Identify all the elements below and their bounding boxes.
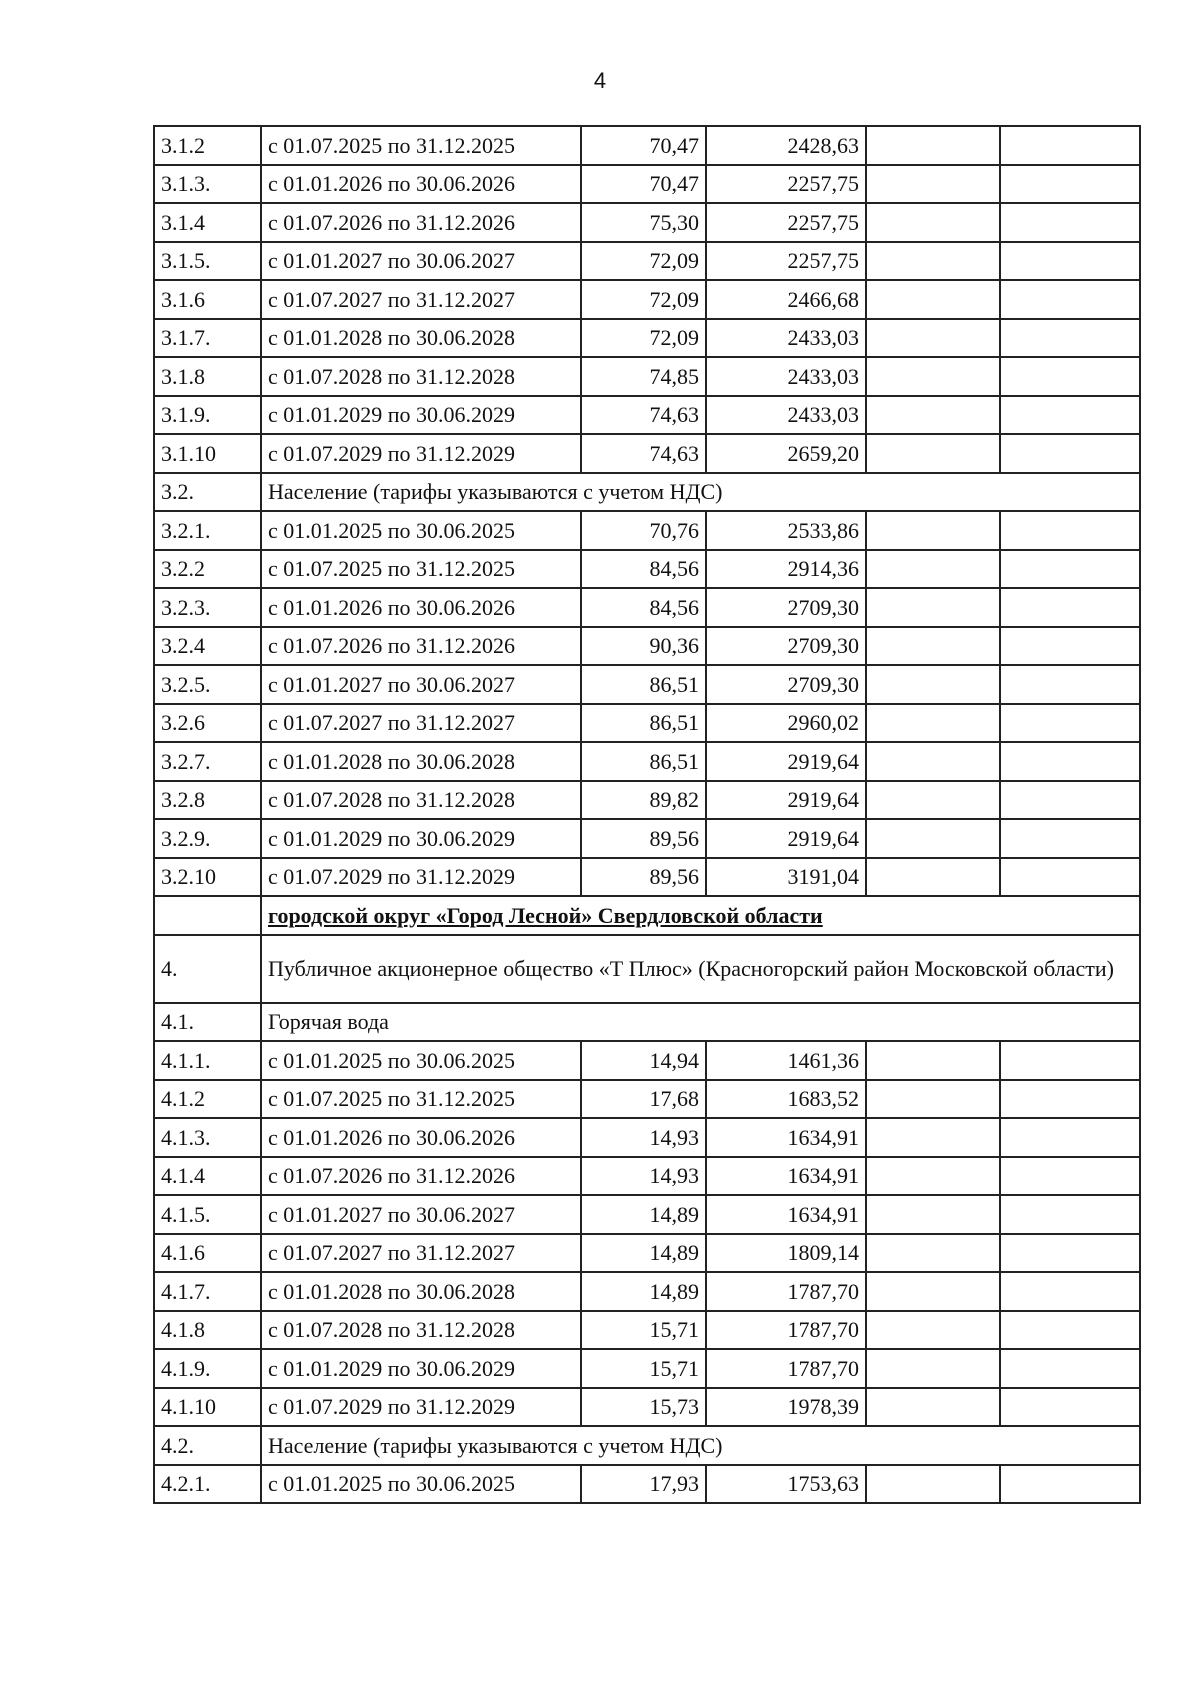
- row-number: 3.1.10: [154, 434, 261, 473]
- period-cell: с 01.07.2027 по 31.12.2027: [261, 1234, 581, 1273]
- empty-cell: [1000, 1465, 1140, 1504]
- table-row: [154, 126, 1140, 165]
- empty-cell: [1000, 126, 1140, 165]
- table-row: [154, 1157, 1140, 1196]
- period-cell: с 01.07.2025 по 31.12.2025: [261, 126, 581, 165]
- empty-cell: [1000, 165, 1140, 204]
- empty-cell: [1000, 1080, 1140, 1119]
- empty-cell: [866, 242, 1000, 281]
- value-cell-2: 2960,02: [706, 704, 866, 743]
- value-cell-2: 1634,91: [706, 1118, 866, 1157]
- value-cell-2: 2433,03: [706, 357, 866, 396]
- empty-cell: [866, 1041, 1000, 1080]
- period-cell: с 01.07.2026 по 31.12.2026: [261, 627, 581, 666]
- empty-cell: [866, 1465, 1000, 1504]
- value-cell-1: 84,56: [581, 550, 706, 589]
- table-row: [154, 434, 1140, 473]
- row-number: 4.2.1.: [154, 1465, 261, 1504]
- value-cell-2: 1787,70: [706, 1349, 866, 1388]
- empty-cell: [1000, 819, 1140, 858]
- period-cell: с 01.07.2029 по 31.12.2029: [261, 434, 581, 473]
- value-cell-1: 14,89: [581, 1195, 706, 1234]
- empty-cell: [866, 126, 1000, 165]
- row-number: 3.1.9.: [154, 396, 261, 435]
- value-cell-2: 2919,64: [706, 819, 866, 858]
- row-number: 3.1.6: [154, 280, 261, 319]
- tariff-table-body: [154, 126, 1140, 1503]
- period-cell: с 01.07.2029 по 31.12.2029: [261, 1388, 581, 1427]
- section-header-row: [154, 473, 1140, 512]
- period-cell: с 01.01.2028 по 30.06.2028: [261, 742, 581, 781]
- empty-cell: [1000, 511, 1140, 550]
- section-title: Публичное акционерное общество «Т Плюс» (Красногорский район Московской области): [261, 935, 1140, 1003]
- empty-cell: [866, 319, 1000, 358]
- row-number: 4.1.8: [154, 1311, 261, 1350]
- value-cell-2: 3191,04: [706, 858, 866, 897]
- empty-cell: [866, 627, 1000, 666]
- value-cell-2: 2709,30: [706, 588, 866, 627]
- empty-cell: [866, 858, 1000, 897]
- table-row: [154, 1118, 1140, 1157]
- value-cell-2: 2709,30: [706, 627, 866, 666]
- value-cell-1: 74,63: [581, 434, 706, 473]
- empty-cell: [866, 1080, 1000, 1119]
- value-cell-2: 2433,03: [706, 319, 866, 358]
- empty-cell: [866, 1234, 1000, 1273]
- empty-cell: [866, 1118, 1000, 1157]
- value-cell-1: 86,51: [581, 665, 706, 704]
- section-title: Горячая вода: [261, 1003, 1140, 1042]
- empty-cell: [866, 704, 1000, 743]
- period-cell: с 01.07.2028 по 31.12.2028: [261, 781, 581, 820]
- period-cell: с 01.01.2027 по 30.06.2027: [261, 242, 581, 281]
- row-number: 3.2.4: [154, 627, 261, 666]
- value-cell-1: 70,76: [581, 511, 706, 550]
- period-cell: с 01.07.2026 по 31.12.2026: [261, 203, 581, 242]
- empty-cell: [1000, 704, 1140, 743]
- value-cell-2: 2466,68: [706, 280, 866, 319]
- period-cell: с 01.07.2027 по 31.12.2027: [261, 704, 581, 743]
- value-cell-2: 2257,75: [706, 242, 866, 281]
- empty-cell: [866, 1272, 1000, 1311]
- empty-cell: [1000, 1234, 1140, 1273]
- empty-cell: [1000, 781, 1140, 820]
- row-number: [154, 896, 261, 935]
- empty-cell: [866, 434, 1000, 473]
- value-cell-2: 2709,30: [706, 665, 866, 704]
- empty-cell: [1000, 357, 1140, 396]
- empty-cell: [866, 550, 1000, 589]
- table-row: [154, 858, 1140, 897]
- row-number: 3.1.5.: [154, 242, 261, 281]
- value-cell-1: 74,63: [581, 396, 706, 435]
- value-cell-2: 2257,75: [706, 203, 866, 242]
- period-cell: с 01.01.2028 по 30.06.2028: [261, 1272, 581, 1311]
- empty-cell: [866, 1157, 1000, 1196]
- row-number: 4.1.2: [154, 1080, 261, 1119]
- empty-cell: [866, 588, 1000, 627]
- value-cell-1: 14,89: [581, 1234, 706, 1273]
- table-row: [154, 550, 1140, 589]
- value-cell-2: 1634,91: [706, 1157, 866, 1196]
- value-cell-2: 1683,52: [706, 1080, 866, 1119]
- value-cell-1: 72,09: [581, 319, 706, 358]
- period-cell: с 01.01.2028 по 30.06.2028: [261, 319, 581, 358]
- table-row: [154, 242, 1140, 281]
- empty-cell: [866, 665, 1000, 704]
- period-cell: с 01.07.2027 по 31.12.2027: [261, 280, 581, 319]
- value-cell-1: 14,89: [581, 1272, 706, 1311]
- empty-cell: [1000, 1118, 1140, 1157]
- tariff-table: [153, 125, 1141, 1504]
- table-row: [154, 357, 1140, 396]
- row-number: 3.2.1.: [154, 511, 261, 550]
- empty-cell: [1000, 550, 1140, 589]
- empty-cell: [1000, 280, 1140, 319]
- row-number: 3.2.8: [154, 781, 261, 820]
- row-number: 3.1.2: [154, 126, 261, 165]
- value-cell-2: 2428,63: [706, 126, 866, 165]
- row-number: 4.1.: [154, 1003, 261, 1042]
- table-row: [154, 1465, 1140, 1504]
- empty-cell: [1000, 203, 1140, 242]
- empty-cell: [1000, 1157, 1140, 1196]
- empty-cell: [866, 781, 1000, 820]
- value-cell-2: 2919,64: [706, 742, 866, 781]
- row-number: 4.: [154, 935, 261, 1003]
- period-cell: с 01.01.2025 по 30.06.2025: [261, 1041, 581, 1080]
- empty-cell: [866, 357, 1000, 396]
- period-cell: с 01.07.2029 по 31.12.2029: [261, 858, 581, 897]
- value-cell-1: 15,71: [581, 1349, 706, 1388]
- value-cell-1: 14,93: [581, 1157, 706, 1196]
- value-cell-1: 89,56: [581, 858, 706, 897]
- value-cell-1: 15,71: [581, 1311, 706, 1350]
- period-cell: с 01.01.2026 по 30.06.2026: [261, 1118, 581, 1157]
- row-number: 3.2.6: [154, 704, 261, 743]
- value-cell-1: 14,93: [581, 1118, 706, 1157]
- row-number: 4.1.9.: [154, 1349, 261, 1388]
- empty-cell: [1000, 396, 1140, 435]
- empty-cell: [866, 203, 1000, 242]
- period-cell: с 01.07.2025 по 31.12.2025: [261, 1080, 581, 1119]
- period-cell: с 01.01.2026 по 30.06.2026: [261, 588, 581, 627]
- district-title: городской округ «Город Лесной» Свердловской области: [261, 896, 1140, 935]
- value-cell-2: 1787,70: [706, 1311, 866, 1350]
- table-row: [154, 1195, 1140, 1234]
- value-cell-2: 2533,86: [706, 511, 866, 550]
- empty-cell: [1000, 1388, 1140, 1427]
- empty-cell: [1000, 1311, 1140, 1350]
- table-row: [154, 203, 1140, 242]
- period-cell: с 01.07.2028 по 31.12.2028: [261, 1311, 581, 1350]
- value-cell-1: 84,56: [581, 588, 706, 627]
- period-cell: с 01.01.2025 по 30.06.2025: [261, 1465, 581, 1504]
- period-cell: с 01.01.2029 по 30.06.2029: [261, 819, 581, 858]
- value-cell-1: 72,09: [581, 242, 706, 281]
- empty-cell: [1000, 627, 1140, 666]
- table-row: [154, 280, 1140, 319]
- value-cell-1: 14,94: [581, 1041, 706, 1080]
- table-row: [154, 1311, 1140, 1350]
- empty-cell: [866, 280, 1000, 319]
- row-number: 3.2.2: [154, 550, 261, 589]
- row-number: 3.1.3.: [154, 165, 261, 204]
- table-row: [154, 165, 1140, 204]
- value-cell-2: 2659,20: [706, 434, 866, 473]
- row-number: 4.1.1.: [154, 1041, 261, 1080]
- empty-cell: [1000, 665, 1140, 704]
- section-title: Население (тарифы указываются с учетом НДС): [261, 1426, 1140, 1465]
- value-cell-1: 17,68: [581, 1080, 706, 1119]
- table-row: [154, 665, 1140, 704]
- row-number: 4.1.3.: [154, 1118, 261, 1157]
- value-cell-2: 1787,70: [706, 1272, 866, 1311]
- value-cell-2: 1978,39: [706, 1388, 866, 1427]
- table-row: [154, 1041, 1140, 1080]
- empty-cell: [1000, 588, 1140, 627]
- value-cell-2: 2433,03: [706, 396, 866, 435]
- table-row: [154, 1388, 1140, 1427]
- value-cell-2: 2914,36: [706, 550, 866, 589]
- value-cell-1: 89,82: [581, 781, 706, 820]
- row-number: 4.1.4: [154, 1157, 261, 1196]
- row-number: 3.2.: [154, 473, 261, 512]
- empty-cell: [1000, 1349, 1140, 1388]
- value-cell-1: 72,09: [581, 280, 706, 319]
- empty-cell: [1000, 858, 1140, 897]
- value-cell-1: 15,73: [581, 1388, 706, 1427]
- empty-cell: [866, 1311, 1000, 1350]
- section-header-row: [154, 1426, 1140, 1465]
- period-cell: с 01.01.2027 по 30.06.2027: [261, 665, 581, 704]
- value-cell-1: 89,56: [581, 819, 706, 858]
- row-number: 3.2.7.: [154, 742, 261, 781]
- empty-cell: [866, 742, 1000, 781]
- table-row: [154, 704, 1140, 743]
- table-row: [154, 1234, 1140, 1273]
- value-cell-1: 70,47: [581, 165, 706, 204]
- row-number: 3.1.8: [154, 357, 261, 396]
- empty-cell: [866, 1349, 1000, 1388]
- row-number: 3.2.3.: [154, 588, 261, 627]
- empty-cell: [1000, 434, 1140, 473]
- empty-cell: [866, 819, 1000, 858]
- row-number: 4.1.6: [154, 1234, 261, 1273]
- value-cell-1: 17,93: [581, 1465, 706, 1504]
- empty-cell: [866, 165, 1000, 204]
- empty-cell: [1000, 742, 1140, 781]
- table-row: [154, 319, 1140, 358]
- value-cell-2: 1634,91: [706, 1195, 866, 1234]
- empty-cell: [1000, 1272, 1140, 1311]
- empty-cell: [866, 396, 1000, 435]
- period-cell: с 01.07.2028 по 31.12.2028: [261, 357, 581, 396]
- section-header-row: [154, 935, 1140, 1003]
- row-number: 4.1.10: [154, 1388, 261, 1427]
- row-number: 4.1.5.: [154, 1195, 261, 1234]
- row-number: 3.2.5.: [154, 665, 261, 704]
- table-row: [154, 1080, 1140, 1119]
- table-row: [154, 588, 1140, 627]
- period-cell: с 01.01.2029 по 30.06.2029: [261, 396, 581, 435]
- empty-cell: [866, 511, 1000, 550]
- table-row: [154, 1349, 1140, 1388]
- value-cell-1: 90,36: [581, 627, 706, 666]
- row-number: 3.2.9.: [154, 819, 261, 858]
- district-header-row: [154, 896, 1140, 935]
- value-cell-2: 1809,14: [706, 1234, 866, 1273]
- row-number: 4.1.7.: [154, 1272, 261, 1311]
- value-cell-1: 75,30: [581, 203, 706, 242]
- period-cell: с 01.01.2026 по 30.06.2026: [261, 165, 581, 204]
- value-cell-1: 86,51: [581, 704, 706, 743]
- table-row: [154, 627, 1140, 666]
- table-row: [154, 1272, 1140, 1311]
- table-row: [154, 819, 1140, 858]
- page-number: 4: [593, 68, 607, 93]
- period-cell: с 01.01.2029 по 30.06.2029: [261, 1349, 581, 1388]
- section-header-row: [154, 1003, 1140, 1042]
- value-cell-2: 2257,75: [706, 165, 866, 204]
- empty-cell: [1000, 242, 1140, 281]
- period-cell: с 01.01.2027 по 30.06.2027: [261, 1195, 581, 1234]
- empty-cell: [1000, 1195, 1140, 1234]
- value-cell-1: 74,85: [581, 357, 706, 396]
- table-row: [154, 742, 1140, 781]
- period-cell: с 01.07.2025 по 31.12.2025: [261, 550, 581, 589]
- empty-cell: [1000, 319, 1140, 358]
- table-row: [154, 511, 1140, 550]
- row-number: 3.1.4: [154, 203, 261, 242]
- empty-cell: [866, 1195, 1000, 1234]
- value-cell-1: 70,47: [581, 126, 706, 165]
- empty-cell: [866, 1388, 1000, 1427]
- empty-cell: [1000, 1041, 1140, 1080]
- value-cell-2: 1753,63: [706, 1465, 866, 1504]
- value-cell-1: 86,51: [581, 742, 706, 781]
- row-number: 4.2.: [154, 1426, 261, 1465]
- period-cell: с 01.07.2026 по 31.12.2026: [261, 1157, 581, 1196]
- value-cell-2: 1461,36: [706, 1041, 866, 1080]
- row-number: 3.1.7.: [154, 319, 261, 358]
- section-title: Население (тарифы указываются с учетом НДС): [261, 473, 1140, 512]
- table-row: [154, 781, 1140, 820]
- table-row: [154, 396, 1140, 435]
- period-cell: с 01.01.2025 по 30.06.2025: [261, 511, 581, 550]
- row-number: 3.2.10: [154, 858, 261, 897]
- value-cell-2: 2919,64: [706, 781, 866, 820]
